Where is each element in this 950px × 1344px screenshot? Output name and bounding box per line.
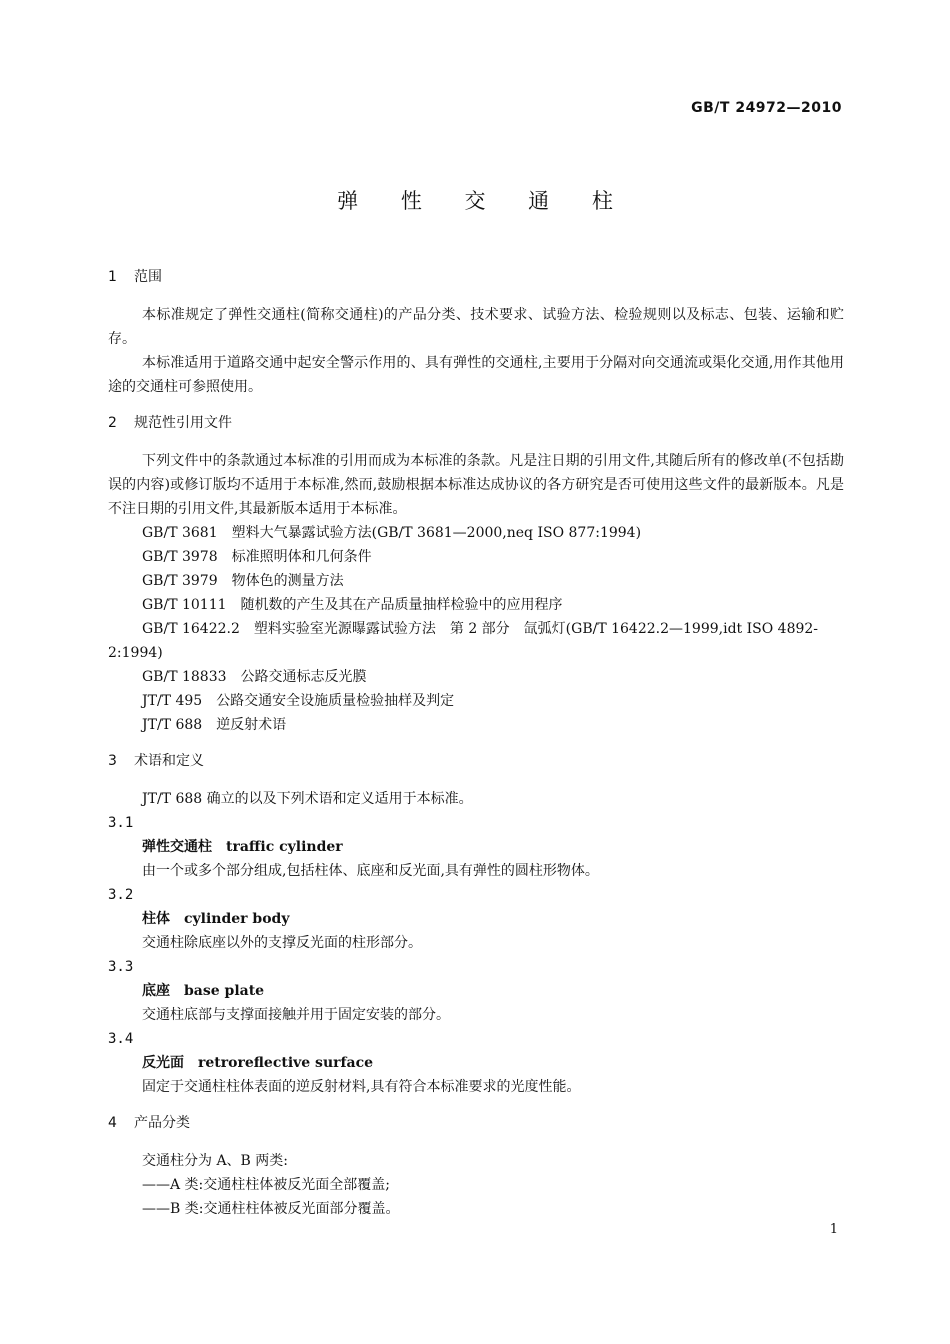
term-number: 3.4: [108, 1031, 134, 1047]
term-name: [108, 907, 844, 931]
term-name: [108, 1051, 844, 1075]
reference-item: [108, 689, 844, 713]
term-name-zh: 底座: [142, 983, 170, 999]
term-name-en: base plate: [184, 983, 265, 999]
reference-item: [108, 593, 844, 617]
reference-text: 随机数的产生及其在产品质量抽样检验中的应用程序: [240, 597, 563, 613]
term-definition: 由一个或多个部分组成,包括柱体、底座和反光面,具有弹性的圆柱形物体。: [142, 863, 599, 879]
paragraph: 本标准规定了弹性交通柱(简称交通柱)的产品分类、技术要求、试验方法、检验规则以及标志、包装、运输和贮存。: [108, 307, 844, 347]
section-title: 范围: [134, 269, 162, 285]
term-name-en: retroreflective surface: [198, 1055, 374, 1071]
paragraph: 本标准适用于道路交通中起安全警示作用的、具有弹性的交通柱,主要用于分隔对向交通流或渠化交通,用作其他用途的交通柱可参照使用。: [108, 355, 844, 395]
section-heading-terms: [108, 749, 844, 773]
section-number: 2: [108, 415, 117, 431]
reference-text: 塑料实验室光源曝露试验方法 第 2 部分 氙弧灯(GB/T 16422.2—1999,idt ISO 4892-2:1994): [108, 621, 819, 661]
reference-text: 物体色的测量方法: [231, 573, 344, 589]
section-number: 4: [108, 1115, 117, 1131]
reference-text: 逆反射术语: [216, 717, 287, 733]
term-definition: 交通柱底部与支撑面接触并用于固定安装的部分。: [142, 1007, 450, 1023]
section-heading-classification: [108, 1111, 844, 1135]
term-name-zh: 反光面: [142, 1055, 184, 1071]
term-name-en: cylinder body: [184, 911, 290, 927]
reference-text: 公路交通标志反光膜: [240, 669, 367, 685]
section-title: 规范性引用文件: [134, 415, 232, 431]
reference-item: [108, 545, 844, 569]
reference-code: GB/T 3979: [142, 573, 218, 589]
term-name-en: traffic cylinder: [226, 839, 343, 855]
reference-item: [108, 521, 844, 545]
document-body: [108, 265, 844, 1221]
reference-item: [108, 569, 844, 593]
term-definition: 交通柱除底座以外的支撑反光面的柱形部分。: [142, 935, 422, 951]
list-item: ——A 类:交通柱柱体被反光面全部覆盖;: [142, 1177, 390, 1193]
reference-text: 塑料大气暴露试验方法(GB/T 3681—2000,neq ISO 877:1994): [231, 525, 642, 541]
section-heading-references: [108, 411, 844, 435]
reference-item: [108, 617, 844, 665]
term-number: 3.2: [108, 887, 134, 903]
section-title: 产品分类: [134, 1115, 190, 1131]
section-number: 1: [108, 269, 117, 285]
reference-item: [108, 713, 844, 737]
paragraph: JT/T 688 确立的以及下列术语和定义适用于本标准。: [142, 791, 473, 807]
reference-code: GB/T 16422.2: [142, 621, 240, 637]
section-heading-scope: [108, 265, 844, 289]
term-name: [108, 979, 844, 1003]
standard-code: GB/T 24972—2010: [691, 100, 842, 116]
list-item: ——B 类:交通柱柱体被反光面部分覆盖。: [142, 1201, 400, 1217]
term-name-zh: 弹性交通柱: [142, 839, 212, 855]
reference-code: GB/T 3978: [142, 549, 218, 565]
term-number: 3.3: [108, 959, 134, 975]
reference-code: GB/T 10111: [142, 597, 227, 613]
section-title: 术语和定义: [134, 753, 204, 769]
section-number: 3: [108, 753, 117, 769]
term-name: [108, 835, 844, 859]
term-number: 3.1: [108, 815, 134, 831]
reference-code: GB/T 18833: [142, 669, 227, 685]
page-title: 弹 性 交 通 柱: [337, 189, 631, 213]
reference-item: [108, 665, 844, 689]
term-name-zh: 柱体: [142, 911, 170, 927]
reference-text: 标准照明体和几何条件: [231, 549, 372, 565]
page-number: 1: [829, 1222, 838, 1237]
term-definition: 固定于交通柱柱体表面的逆反射材料,具有符合本标准要求的光度性能。: [142, 1079, 581, 1095]
reference-code: GB/T 3681: [142, 525, 218, 541]
reference-code: JT/T 688: [142, 717, 203, 733]
reference-text: 公路交通安全设施质量检验抽样及判定: [216, 693, 455, 709]
paragraph: 交通柱分为 A、B 两类:: [142, 1153, 289, 1169]
reference-code: JT/T 495: [142, 693, 203, 709]
paragraph: 下列文件中的条款通过本标准的引用而成为本标准的条款。凡是注日期的引用文件,其随后所有的修改单(不包括勘误的内容)或修订版均不适用于本标准,然而,鼓励根据本标准达成协议的各方研究是否可使用这些文件的最新版本。凡是不注日期的引用文件,其最新版本适用于本标准。: [108, 453, 844, 517]
